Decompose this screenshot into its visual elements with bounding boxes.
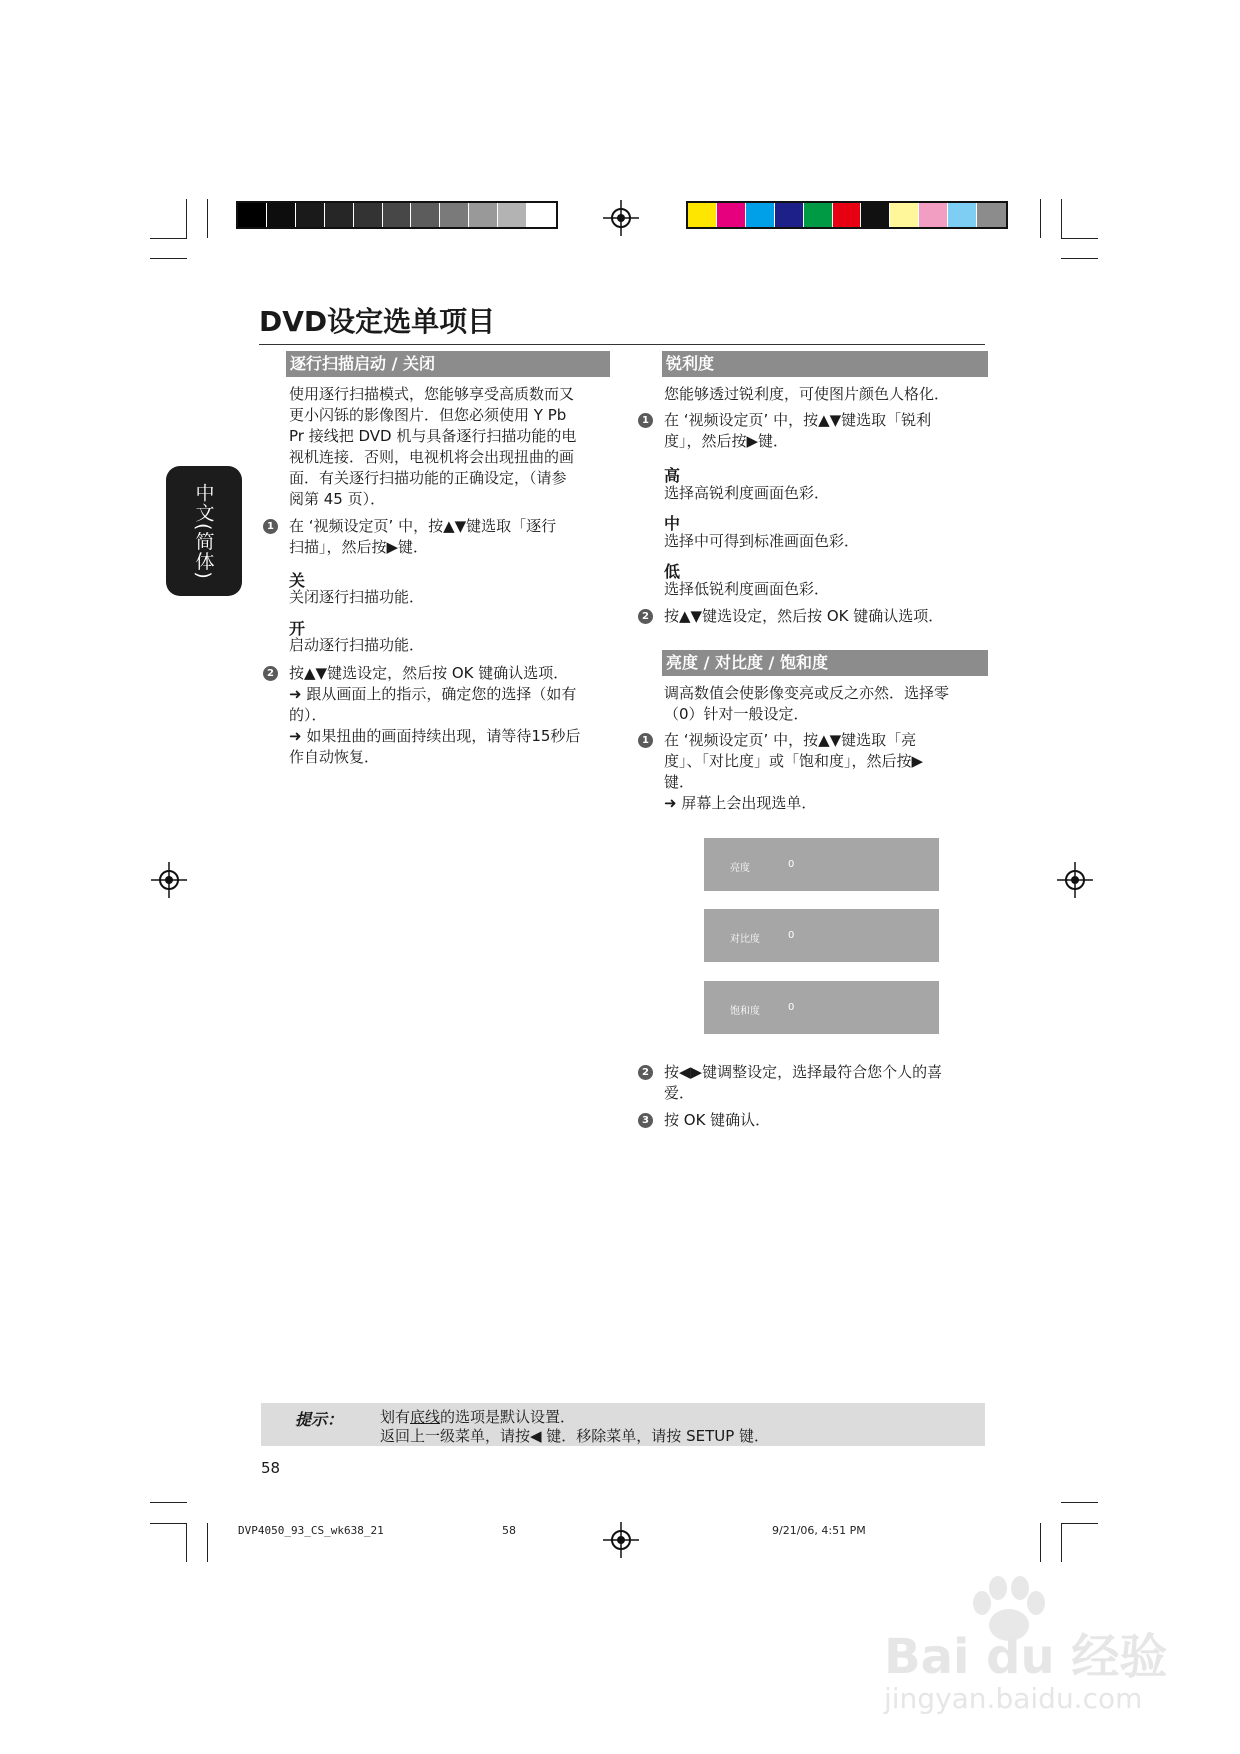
crop-mark xyxy=(1061,1523,1098,1524)
crop-mark xyxy=(186,199,187,238)
language-tab xyxy=(166,466,242,596)
crop-mark xyxy=(150,258,187,259)
page-number: 58 xyxy=(261,1459,281,1477)
crop-mark xyxy=(207,199,208,238)
crop-mark xyxy=(1061,1523,1062,1562)
crop-mark xyxy=(150,1502,187,1503)
option-low-title: 低 xyxy=(664,562,681,581)
language-tab-label: 中文(简体) xyxy=(192,482,215,580)
calibration-swatch xyxy=(746,203,775,227)
crop-mark xyxy=(1040,199,1041,238)
step-number-badge: 2 xyxy=(638,609,653,624)
step-number-badge: 1 xyxy=(638,733,653,748)
calibration-swatch xyxy=(775,203,804,227)
menu-value: 0 xyxy=(788,859,795,870)
calibration-swatch xyxy=(354,203,383,227)
calibration-swatch xyxy=(325,203,354,227)
crop-mark xyxy=(207,1523,208,1562)
calibration-swatch xyxy=(440,203,469,227)
brightness-step1: 在 ‘视频设定页’ 中，按▲▼键选取「亮 度」、「对比度」或「饱和度」，然后按▶ 键． ➜ 屏幕上会出现选单． xyxy=(664,731,924,812)
registration-mark-icon xyxy=(1057,862,1093,898)
calibration-swatch xyxy=(890,203,919,227)
sharpness-step2: 按▲▼键选设定，然后按 OK 键确认选项． xyxy=(664,607,944,625)
progressive-scan-step2: 按▲▼键选设定，然后按 OK 键确认选项． ➜ 跟从画面上的指示，确定您的选择（如有 的）． ➜ 如果扭曲的画面持续出现，请等待15秒后 作自动恢复． xyxy=(289,664,581,766)
calibration-swatch xyxy=(717,203,746,227)
option-off-description: 关闭逐行扫描功能． xyxy=(289,588,425,606)
sharpness-step1: 在 ‘视频设定页’ 中，按▲▼键选取「锐利 度」，然后按▶键． xyxy=(664,411,932,450)
crop-mark xyxy=(1061,1502,1098,1503)
contrast-menu xyxy=(704,909,939,962)
step-number-badge: 2 xyxy=(263,666,278,681)
watermark-brand: Bai du 经验 xyxy=(884,1629,1168,1685)
brightness-contrast-saturation-heading: 亮度 / 对比度 / 饱和度 xyxy=(662,650,988,676)
option-low-description: 选择低锐利度画面色彩． xyxy=(664,580,830,598)
option-medium-title: 中 xyxy=(664,514,681,533)
registration-mark-icon xyxy=(603,1522,639,1558)
calibration-swatch xyxy=(527,203,556,227)
brightness-menu xyxy=(704,838,939,891)
crop-mark xyxy=(1040,1523,1041,1562)
footer-datetime: 9/21/06, 4:51 PM xyxy=(772,1524,866,1537)
step-number-badge: 3 xyxy=(638,1113,653,1128)
menu-label: 饱和度 xyxy=(730,1006,760,1017)
hint-line-2: 返回上一级菜单，请按◀ 键．移除菜单，请按 SETUP 键． xyxy=(380,1427,770,1445)
calibration-swatch xyxy=(498,203,527,227)
calibration-swatch xyxy=(804,203,833,227)
menu-value: 0 xyxy=(788,1002,795,1013)
calibration-swatch xyxy=(833,203,862,227)
calibration-swatch xyxy=(469,203,498,227)
page-title: DVD设定选单项目 xyxy=(259,300,985,345)
crop-mark xyxy=(1061,238,1098,239)
progressive-scan-step1: 在 ‘视频设定页’ 中，按▲▼键选取「逐行 扫描」，然后按▶键． xyxy=(289,517,557,556)
brightness-intro: 调高数值会使影像变亮或反之亦然．选择零 （0）针对一般设定． xyxy=(664,684,950,723)
crop-mark xyxy=(1061,199,1062,238)
menu-label: 对比度 xyxy=(730,934,760,945)
watermark-url: jingyan.baidu.com xyxy=(884,1682,1143,1715)
hint-bar xyxy=(261,1403,985,1446)
progressive-scan-heading: 逐行扫描启动 / 关闭 xyxy=(286,351,610,377)
brightness-step3: 按 OK 键确认． xyxy=(664,1111,771,1129)
calibration-swatch xyxy=(948,203,977,227)
calibration-swatch xyxy=(267,203,296,227)
footer-file-name: DVP4050_93_CS_wk638_21 xyxy=(238,1524,384,1537)
registration-mark-icon xyxy=(603,200,639,236)
option-on-description: 启动逐行扫描功能． xyxy=(289,636,425,654)
crop-mark xyxy=(150,238,187,239)
calibration-swatch xyxy=(861,203,890,227)
calibration-swatch xyxy=(296,203,325,227)
option-medium-description: 选择中可得到标准画面色彩． xyxy=(664,532,860,550)
crop-mark xyxy=(1061,258,1098,259)
option-high-description: 选择高锐利度画面色彩． xyxy=(664,484,830,502)
color-calibration-bar xyxy=(686,201,1008,229)
hint-line-1: 划有底线的选项是默认设置． xyxy=(380,1408,576,1426)
calibration-swatch xyxy=(688,203,717,227)
calibration-swatch xyxy=(977,203,1006,227)
option-off-title: 关 xyxy=(289,571,306,590)
gray-calibration-bar xyxy=(236,201,558,229)
step-number-badge: 1 xyxy=(638,413,653,428)
option-on-title: 开 xyxy=(289,619,306,638)
brightness-step2: 按◀▶键调整设定，选择最符合您个人的喜 爱． xyxy=(664,1063,943,1102)
sharpness-heading: 锐利度 xyxy=(662,351,988,377)
footer-page: 58 xyxy=(502,1524,516,1537)
progressive-scan-intro: 使用逐行扫描模式，您能够享受高质数而又 更小闪铄的影像图片．但您必须使用 Y Pb Pr 接线把 DVD 机与具备逐行扫描功能的电 视机连接．否则，电视机将会出现扭曲的画 面．有关逐行扫描功能的正确设定，（请参 阅第 45 页）． xyxy=(289,385,577,508)
hint-label: 提示： xyxy=(295,1410,344,1429)
menu-value: 0 xyxy=(788,930,795,941)
step-number-badge: 1 xyxy=(263,519,278,534)
sharpness-intro: 您能够透过锐利度，可使图片颜色人格化． xyxy=(664,385,950,403)
saturation-menu xyxy=(704,981,939,1034)
calibration-swatch xyxy=(919,203,948,227)
calibration-swatch xyxy=(411,203,440,227)
option-high-title: 高 xyxy=(664,466,681,485)
calibration-swatch xyxy=(383,203,412,227)
step-number-badge: 2 xyxy=(638,1065,653,1080)
registration-mark-icon xyxy=(151,862,187,898)
crop-mark xyxy=(150,1523,187,1524)
menu-label: 亮度 xyxy=(730,863,750,874)
calibration-swatch xyxy=(238,203,267,227)
crop-mark xyxy=(186,1523,187,1562)
